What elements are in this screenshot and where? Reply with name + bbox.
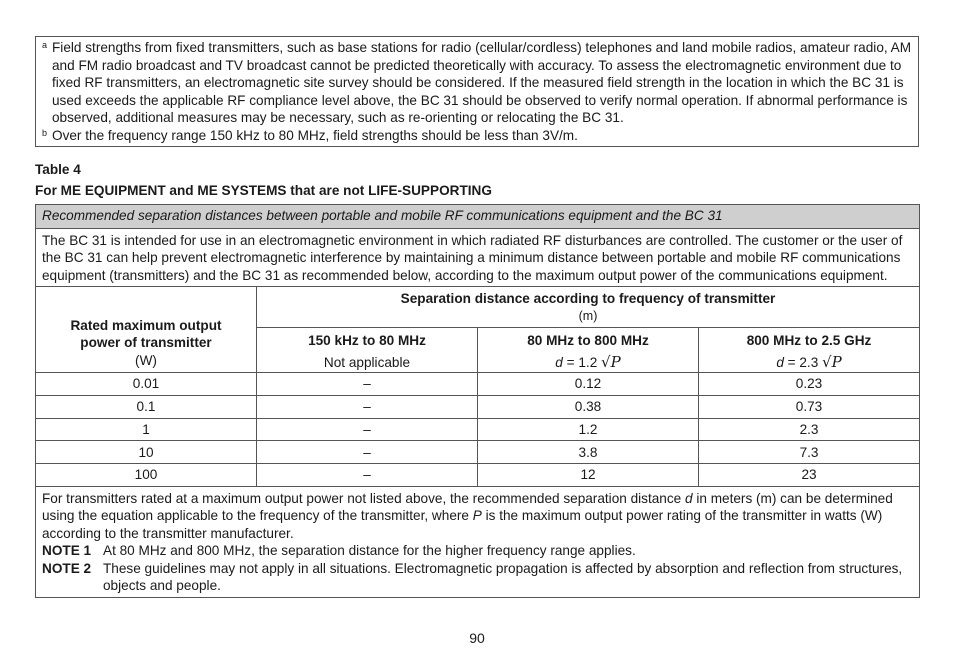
- footnote-b: [42, 127, 912, 145]
- table-row: [36, 441, 920, 464]
- band-formula: [482, 354, 694, 372]
- header-row-1: [36, 287, 920, 328]
- band1-cell: –: [257, 418, 478, 441]
- footer-text: is the maximum output power rating of the transmitter in watts (W) according to the transmitter manufacturer.: [42, 508, 883, 541]
- rated-header-line1: Rated maximum output: [70, 317, 222, 333]
- separation-header-unit: (m): [578, 308, 598, 323]
- footnotes-box: [35, 36, 919, 147]
- band3-cell: 0.73: [699, 395, 920, 418]
- band1-cell: –: [257, 395, 478, 418]
- page-content: [35, 36, 919, 598]
- separation-header: [257, 287, 920, 328]
- rated-header-unit: (W): [135, 352, 157, 368]
- note-text: At 80 MHz and 800 MHz, the separation distance for the higher frequency range applies.: [103, 543, 636, 559]
- band1-cell: –: [257, 373, 478, 396]
- table-row: [36, 373, 920, 396]
- page-number: 90: [469, 630, 485, 646]
- table-footer: [36, 486, 920, 597]
- footer-text: For transmitters rated at a maximum output power not listed above, the recommended separation distance: [42, 490, 686, 506]
- band1-cell: –: [257, 441, 478, 464]
- rated-header-line2: power of transmitter: [80, 335, 212, 350]
- band3-cell: 2.3: [699, 418, 920, 441]
- band2-cell: 1.2: [478, 418, 699, 441]
- note-label: NOTE 1: [42, 543, 92, 559]
- table-title: For ME EQUIPMENT and ME SYSTEMS that are not LIFE-SUPPORTING: [35, 182, 492, 198]
- band2-cell: 12: [478, 464, 699, 487]
- footer-text: in meters (m) can be determined using the equation applicable to the frequency of the transmitter, where: [42, 490, 893, 524]
- footnote-mark: b: [42, 127, 48, 138]
- band-header-2: [478, 328, 699, 373]
- formula-d: d: [776, 354, 784, 370]
- power-cell: 1: [36, 418, 257, 441]
- band-header-1: [257, 328, 478, 373]
- sqrt-symbol: √: [822, 352, 832, 371]
- note-2: [42, 560, 913, 595]
- footer-var-d: d: [685, 490, 693, 506]
- power-cell: 0.1: [36, 395, 257, 418]
- note-label: NOTE 2: [42, 560, 92, 576]
- band-label: 80 MHz to 800 MHz: [527, 333, 649, 348]
- power-cell: 10: [36, 441, 257, 464]
- note-1: [42, 542, 913, 560]
- band-formula: [703, 354, 915, 372]
- band-header-3: [699, 328, 920, 373]
- table-label: Table 4: [35, 162, 81, 177]
- footnote-text: Field strengths from fixed transmitters, such as base stations for radio (cellular/cordless) telephones and land mobile radios, amateur radio, AM and FM radio broadcast and TV broadcast cannot be predicted theoretically with accuracy. To assess the electromagnetic environment due to fixed RF transmitters, an electromagnetic site survey should be considered. If the measured field strength in the location in which the BC 31 is used exceeds the applicable RF compliance level above, the BC 31 should be observed to verify normal operation. If abnormal performance is observed, additional measures may be necessary, such as re-orienting or relocating the BC 31.: [52, 40, 912, 125]
- footnote-text: Over the frequency range 150 kHz to 80 MHz, field strengths should be less than 3V/m.: [52, 127, 578, 143]
- separation-distance-table: [35, 204, 920, 598]
- formula-p: P: [831, 352, 842, 371]
- note-text: These guidelines may not apply in all situations. Electromagnetic propagation is affected by absorption and reflection from structures, objects and people.: [103, 560, 903, 594]
- formula-p: P: [610, 352, 621, 371]
- table-footer-row: [36, 486, 920, 597]
- table-row: [36, 464, 920, 487]
- power-cell: 100: [36, 464, 257, 487]
- separation-header-title: Separation distance according to frequency of transmitter: [400, 291, 776, 306]
- power-cell: 0.01: [36, 373, 257, 396]
- formula-eq: = 1.2: [562, 354, 602, 370]
- band-label: 800 MHz to 2.5 GHz: [746, 333, 872, 348]
- band3-cell: 23: [699, 464, 920, 487]
- table-intro-row: [36, 228, 920, 287]
- formula-d: d: [555, 354, 563, 370]
- table-heading: Recommended separation distances between portable and mobile RF communications equipment and the BC 31: [36, 205, 920, 229]
- table-intro: The BC 31 is intended for use in an electromagnetic environment in which radiated RF disturbances are controlled. The customer or the user of the BC 31 can help prevent electromagnetic interference by maintaining a minimum distance between portable and mobile RF communications equipment (transmitters) and the BC 31 as recommended below, according to the maximum output power of the communications equipment.: [36, 228, 920, 287]
- sqrt-symbol: √: [601, 352, 611, 371]
- band2-cell: 0.38: [478, 395, 699, 418]
- band-formula: Not applicable: [323, 354, 411, 370]
- band1-cell: –: [257, 464, 478, 487]
- band2-cell: 3.8: [478, 441, 699, 464]
- table-row: [36, 395, 920, 418]
- formula-eq: = 2.3: [783, 354, 823, 370]
- rated-power-header: [36, 287, 257, 373]
- footer-paragraph: [42, 490, 913, 543]
- table-caption: [35, 161, 919, 199]
- band-label: 150 kHz to 80 MHz: [308, 333, 426, 348]
- footer-var-p: P: [472, 508, 482, 524]
- band3-cell: 0.23: [699, 373, 920, 396]
- table-row: [36, 418, 920, 441]
- footnote-a: [42, 39, 912, 127]
- band2-cell: 0.12: [478, 373, 699, 396]
- table-heading-row: [36, 205, 920, 229]
- band3-cell: 7.3: [699, 441, 920, 464]
- footnote-mark: a: [42, 40, 48, 50]
